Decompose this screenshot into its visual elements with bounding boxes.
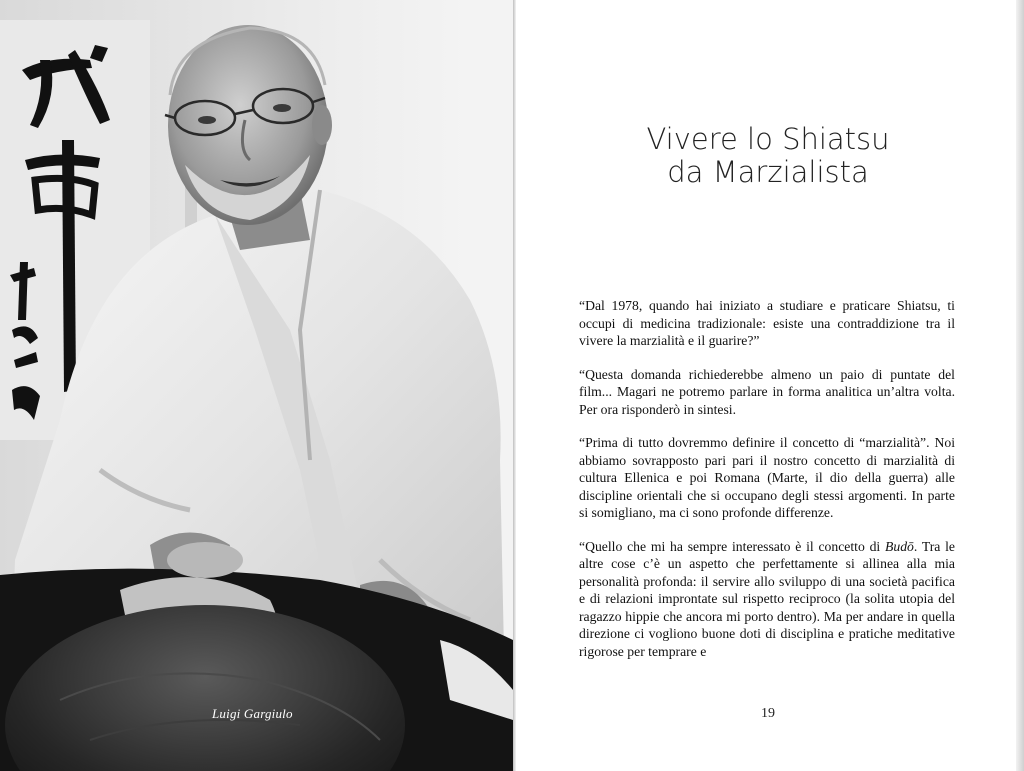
paragraph-2: “Questa domanda richiederebbe almeno un paio di puntate del film... Magari ne potremo parlare in forma analitica un’altra volta. Per ora risponderò in sintesi. xyxy=(579,366,955,417)
title-line-1: Vivere lo Shiatsu xyxy=(646,122,890,156)
paragraph-4-end: . Tra le altre cose c’è un aspetto che perfettamente si allinea alla mia personalità profonda: il servire allo sviluppo di una società pacifica e di relazioni improntate sul rispetto reciproco (la solita utopia del ragazzo hippie che ancora mi porto dentro). Ma per andare in quella direzione ci vogliono buone doti di disciplina e pratiche meditative rigorose per temprare e xyxy=(579,538,955,659)
master-head xyxy=(168,25,328,225)
photo-caption: Luigi Gargiulo xyxy=(212,706,293,721)
paragraph-4-start: “Quello che mi ha sempre interessato è il concetto di xyxy=(579,538,885,554)
title-line-2: da Marzialista xyxy=(667,155,869,189)
text-page xyxy=(516,0,1016,771)
paragraph-3: “Prima di tutto dovremmo definire il concetto di “marzialità”. Noi abbiamo sovrapposto pari pari il nostro concetto di marzialità di cultura Ellenica e poi Romana (Marte, il dio della guerra) alle discipline orientali che si occupano degli stessi argomenti. In parte si somigliano, ma ci sono profonde differenze. xyxy=(579,435,955,520)
body-text xyxy=(579,297,955,676)
budo-term: Budō xyxy=(885,538,914,554)
page-edge xyxy=(1016,0,1024,771)
paragraph-1: “Dal 1978, quando hai iniziato a studiare e praticare Shiatsu, ti occupi di medicina tradizionale: esiste una contraddizione tra il vivere la marzialità e il guarire?” xyxy=(579,298,955,348)
chapter-title xyxy=(516,123,1020,189)
page-number: 19 xyxy=(761,706,775,721)
paragraph-4 xyxy=(579,538,955,661)
